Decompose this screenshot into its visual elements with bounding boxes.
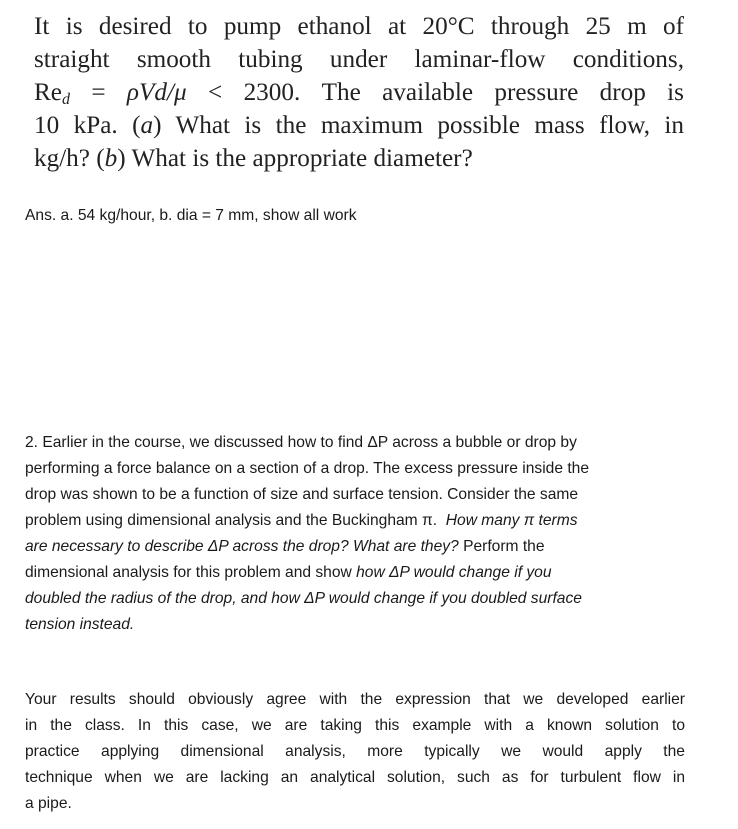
question-2-line-4 [25, 508, 705, 534]
question-2-line-3: drop was shown to be a function of size and surface tension. Consider the same [25, 486, 579, 503]
question-2-line-5-italic: are necessary to describe ΔP across the drop? What are they? [25, 538, 459, 555]
answer-text: Ans. a. 54 kg/hour, b. dia = 7 mm, show all work [25, 207, 357, 224]
note-line-1: Your results should obviously agree with the expression that we developed earlier [25, 691, 685, 708]
reynolds-symbol: Re [34, 79, 62, 106]
problem-line-5-start: kg/h? ( [34, 145, 105, 172]
reynolds-condition: < 2300. The available pressure drop is [186, 79, 684, 106]
problem-line-5-end: ) What is the appropriate diameter? [117, 145, 473, 172]
problem-line-1: It is desired to pump ethanol at 20°C through 25 m of [34, 13, 684, 40]
question-2-line-2: performing a force balance on a section of a drop. The excess pressure inside the [25, 460, 590, 477]
question-2-line-7 [25, 586, 705, 612]
part-a-label: a [140, 112, 154, 139]
problem-line-4 [34, 109, 684, 142]
problem-line-4-end: ) What is the maximum possible mass flow, in [153, 112, 684, 139]
question-2-line-4-italic: How many π terms [445, 512, 578, 529]
question-2-line-7-italic: doubled the radius of the drop, and how ΔP would change if you doubled surface [25, 590, 582, 607]
note-line-4: technique when we are lacking an analytical solution, such as for turbulent flow in [25, 769, 685, 786]
question-2-line-6-plain: dimensional analysis for this problem and show [25, 564, 357, 581]
part-b-label: b [104, 145, 118, 172]
reynolds-formula: ρVd/μ [126, 79, 187, 106]
question-2-line-4-plain: problem using dimensional analysis and the Buckingham π. [25, 512, 446, 529]
note-line-2: in the class. In this case, we are taking this example with a known solution to [25, 717, 685, 734]
problem-line-5 [34, 142, 684, 175]
note-line-5: a pipe. [25, 795, 72, 812]
textbook-problem [34, 10, 684, 175]
problem-line-3 [34, 76, 684, 109]
reynolds-equals: = [69, 79, 127, 106]
question-2-line-8 [25, 612, 705, 638]
problem-line-2: straight smooth tubing under laminar-flow conditions, [34, 46, 684, 73]
question-2-line-8-italic: tension instead. [25, 616, 135, 633]
question-2-line-1: 2. Earlier in the course, we discussed how to find ΔP across a bubble or drop by [25, 434, 577, 451]
problem-line-4-start: 10 kPa. ( [34, 112, 141, 139]
question-2 [25, 430, 705, 638]
note-line-3: practice applying dimensional analysis, more typically we would apply the [25, 743, 685, 760]
closing-note [25, 687, 685, 817]
reynolds-subscript: d [61, 91, 70, 108]
question-2-line-6 [25, 560, 705, 586]
question-2-line-5 [25, 534, 705, 560]
question-2-line-5-plain: Perform the [458, 538, 545, 555]
question-2-line-6-italic: how ΔP would change if you [356, 564, 552, 581]
